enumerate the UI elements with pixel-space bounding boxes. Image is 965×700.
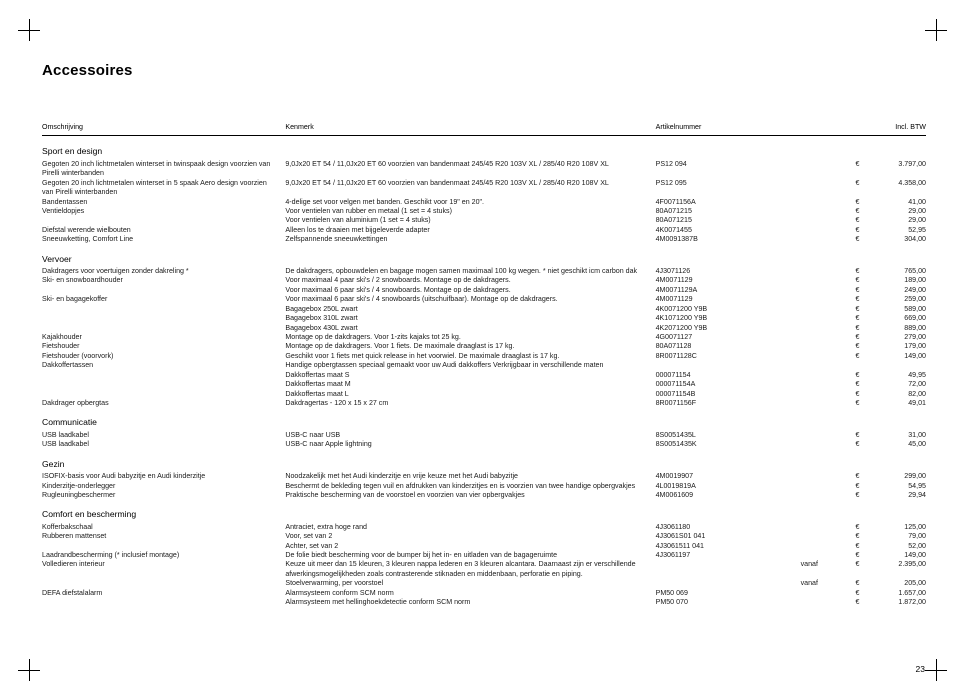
cell-price: 2.395,00	[898, 560, 926, 569]
cell-vanaf	[785, 589, 822, 598]
cell-artikelnummer: 4J3061180	[655, 522, 691, 531]
cell-vanaf	[785, 399, 822, 408]
table-row	[42, 390, 926, 399]
table-row	[42, 551, 926, 560]
cell-currency: €	[855, 532, 860, 541]
cell-artikelnummer: PS12 095	[655, 178, 687, 187]
table-row	[42, 333, 926, 342]
cell-artikelnummer: 8R0071156F	[655, 398, 697, 407]
cell-artikelnummer	[656, 560, 785, 579]
cell-description	[42, 542, 285, 551]
cell-kenmerk: Voor, set van 2	[285, 532, 333, 541]
cell-description: USB laadkabel	[42, 440, 89, 449]
section-heading: Sport en design	[42, 146, 103, 157]
cell-price: 279,00	[904, 333, 926, 342]
cell-price: 31,00	[908, 430, 926, 439]
cell-currency: €	[855, 216, 860, 225]
section-heading: Comfort en bescherming	[42, 509, 137, 520]
cell-kenmerk: Antraciet, extra hoge rand	[285, 522, 367, 531]
cell-currency: €	[855, 598, 860, 607]
cell-kenmerk: 4-delige set voor velgen met banden. Geschikt voor 19" en 20".	[285, 197, 485, 206]
section-heading: Gezin	[42, 458, 65, 469]
cell-currency: €	[855, 588, 860, 597]
cell-description: Gegoten 20 inch lichtmetalen winterset in twinspaak design voorzien van Pirelli winterbanden	[42, 159, 271, 178]
table-row	[42, 226, 926, 235]
cell-artikelnummer: 4K1071200 Y9B	[655, 314, 708, 323]
cell-price: 259,00	[904, 295, 926, 304]
cell-vanaf	[785, 472, 822, 481]
cell-price: 52,00	[908, 541, 926, 550]
cell-kenmerk: USB-C naar Apple lightning	[285, 440, 372, 449]
page-title: Accessoires	[42, 62, 133, 79]
table-row	[42, 267, 926, 276]
crop-mark	[29, 659, 30, 681]
table-row	[42, 361, 926, 370]
cell-description: Diefstal werende wielbouten	[42, 225, 131, 234]
cell-vanaf	[785, 286, 822, 295]
cell-currency: €	[855, 304, 860, 313]
cell-vanaf	[785, 305, 822, 314]
table-header	[42, 123, 926, 136]
cell-currency: €	[855, 159, 860, 168]
crop-mark	[936, 19, 937, 41]
cell-price: 4.358,00	[898, 178, 926, 187]
cell-description: Ventieldopjes	[42, 206, 85, 215]
cell-vanaf	[785, 226, 822, 235]
cell-description: Dakkoffertassen	[42, 361, 94, 370]
section-heading: Communicatie	[42, 417, 97, 428]
cell-price: 589,00	[904, 304, 926, 313]
cell-kenmerk: USB-C naar USB	[285, 430, 341, 439]
cell-currency: €	[855, 398, 860, 407]
cell-currency: €	[855, 380, 860, 389]
cell-vanaf	[785, 314, 822, 323]
cell-kenmerk: 9,0Jx20 ET 54 / 11,0Jx20 ET 60 voorzien van bandenmaat 245/45 R20 103V XL / 285/40 R20 108V XL	[285, 178, 609, 187]
cell-kenmerk: 9,0Jx20 ET 54 / 11,0Jx20 ET 60 voorzien van bandenmaat 245/45 R20 103V XL / 285/40 R20 108V XL	[285, 159, 609, 168]
cell-description: Dakdrager opbergtas	[42, 398, 109, 407]
cell-price: 149,00	[904, 351, 926, 360]
section-heading-row	[42, 142, 926, 159]
cell-price: 125,00	[904, 522, 926, 531]
cell-price: 1.657,00	[898, 588, 926, 597]
table-row	[42, 491, 926, 500]
cell-price: 249,00	[904, 285, 926, 294]
cell-currency: €	[855, 389, 860, 398]
cell-description	[42, 286, 285, 295]
cell-vanaf	[785, 482, 822, 491]
cell-currency: €	[855, 472, 860, 481]
page-number: 23	[915, 664, 925, 674]
accessories-price-table	[42, 123, 926, 608]
table-body	[42, 136, 926, 608]
column-header-artikelnummer: Artikelnummer	[656, 123, 785, 136]
cell-kenmerk: De folie biedt bescherming voor de bumper bij het in- en uitladen van de bagageruimte	[285, 551, 558, 560]
cell-price: 49,01	[908, 398, 926, 407]
cell-kenmerk: Montage op de dakdragers. Voor 1 fiets. De maximale draaglast is 17 kg.	[285, 342, 515, 351]
table-row	[42, 560, 926, 579]
cell-currency: €	[855, 541, 860, 550]
cell-vanaf	[785, 235, 822, 244]
cell-currency: €	[855, 276, 860, 285]
cell-price: 52,95	[908, 225, 926, 234]
table-row	[42, 352, 926, 361]
table-row	[42, 589, 926, 598]
table-row	[42, 216, 926, 225]
cell-price: 1.872,00	[898, 598, 926, 607]
table-row	[42, 399, 926, 408]
cell-currency: €	[855, 206, 860, 215]
cell-currency: €	[855, 342, 860, 351]
cell-vanaf	[785, 216, 822, 225]
cell-kenmerk: Bagagebox 310L zwart	[285, 314, 358, 323]
cell-kenmerk: Voor ventielen van aluminium (1 set = 4 stuks)	[285, 216, 431, 225]
cell-artikelnummer: PS12 094	[655, 159, 687, 168]
cell-artikelnummer: 4F0071156A	[655, 197, 696, 206]
cell-kenmerk: Zelfspannende sneeuwkettingen	[285, 235, 388, 244]
cell-artikelnummer: 4J3061197	[655, 551, 691, 560]
crop-mark	[936, 659, 937, 681]
cell-description: Sneeuwketting, Comfort Line	[42, 235, 134, 244]
cell-description: Fietshouder	[42, 342, 80, 351]
cell-artikelnummer: 4K0071200 Y9B	[655, 304, 708, 313]
cell-artikelnummer: 4M0071129A	[655, 285, 698, 294]
cell-vanaf	[785, 371, 822, 380]
cell-kenmerk: Alarmsysteem conform SCM norm	[285, 588, 394, 597]
cell-kenmerk: Dakkoffertas maat M	[285, 380, 351, 389]
cell-vanaf	[785, 523, 822, 532]
table-row	[42, 235, 926, 244]
cell-kenmerk: Montage op de dakdragers. Voor 1-zits kajaks tot 25 kg.	[285, 333, 461, 342]
cell-currency: €	[855, 551, 860, 560]
cell-vanaf	[785, 267, 822, 276]
cell-description: Kinderzitje-onderlegger	[42, 481, 116, 490]
cell-artikelnummer: 4M0091387B	[655, 235, 698, 244]
cell-description: DEFA diefstalalarm	[42, 588, 103, 597]
cell-currency: €	[855, 430, 860, 439]
column-header-price: Incl. BTW	[859, 123, 926, 136]
cell-description	[42, 579, 285, 588]
cell-kenmerk: Geschikt voor 1 fiets met quick release in het voorwiel. De maximale draaglast is 17 kg.	[285, 351, 560, 360]
cell-description: Rubberen mattenset	[42, 532, 107, 541]
cell-kenmerk: Bagagebox 250L zwart	[285, 304, 358, 313]
cell-artikelnummer: PM50 070	[655, 598, 688, 607]
section-heading-row	[42, 413, 926, 430]
cell-currency: €	[855, 178, 860, 187]
cell-price: 189,00	[904, 276, 926, 285]
crop-mark	[29, 19, 30, 41]
cell-artikelnummer: 4J3071126	[655, 267, 691, 276]
column-header-currency	[785, 123, 822, 136]
cell-currency: €	[855, 314, 860, 323]
cell-price: 29,00	[908, 206, 926, 215]
cell-currency: €	[855, 522, 860, 531]
cell-vanaf	[785, 431, 822, 440]
cell-price	[859, 361, 926, 370]
cell-kenmerk: Dakdragertas - 120 x 15 x 27 cm	[285, 398, 389, 407]
table-row	[42, 431, 926, 440]
cell-kenmerk: Alleen los te draaien met bijgeleverde adapter	[285, 225, 430, 234]
table-row	[42, 598, 926, 607]
cell-price: 79,00	[908, 532, 926, 541]
table-row	[42, 523, 926, 532]
cell-vanaf	[785, 207, 822, 216]
table-row	[42, 305, 926, 314]
cell-kenmerk: Voor maximaal 6 paar ski's / 4 snowboards. Montage op de dakdragers.	[285, 285, 511, 294]
cell-currency: €	[855, 235, 860, 244]
cell-artikelnummer: 8S0051435K	[655, 440, 697, 449]
cell-kenmerk: Dakkoffertas maat L	[285, 389, 349, 398]
cell-kenmerk: De dakdragers, opbouwdelen en bagage mogen samen maximaal 100 kg wegen. * niet geschikt icm carbon dak	[285, 267, 638, 276]
cell-description	[42, 305, 285, 314]
table-row	[42, 276, 926, 285]
cell-description: Laadrandbescherming (* inclusief montage)	[42, 551, 180, 560]
cell-kenmerk: Voor maximaal 6 paar ski's / 4 snowboards (uitschuifbaar). Montage op de dakdragers.	[285, 295, 558, 304]
cell-vanaf	[785, 440, 822, 449]
cell-vanaf	[785, 598, 822, 607]
table-row	[42, 324, 926, 333]
cell-description	[42, 314, 285, 323]
column-header-kenmerk: Kenmerk	[285, 123, 655, 136]
cell-currency: €	[855, 267, 860, 276]
cell-vanaf	[785, 179, 822, 198]
cell-artikelnummer: 4L0019819A	[655, 481, 696, 490]
cell-currency: €	[855, 295, 860, 304]
cell-price: 3.797,00	[898, 159, 926, 168]
cell-artikelnummer: 8S0051435L	[655, 430, 696, 439]
cell-currency: €	[855, 490, 860, 499]
cell-artikelnummer: 4M0061609	[655, 490, 694, 499]
cell-description	[42, 216, 285, 225]
cell-description: Volledieren interieur	[42, 560, 105, 569]
cell-artikelnummer	[656, 361, 785, 370]
cell-description: Rugleuningbeschermer	[42, 490, 116, 499]
cell-description: Ski- en snowboardhouder	[42, 276, 123, 285]
cell-description: Kofferbakschaal	[42, 522, 93, 531]
cell-description	[42, 371, 285, 380]
cell-vanaf: vanaf	[800, 560, 818, 569]
cell-artikelnummer: 000071154B	[655, 389, 696, 398]
table-row	[42, 179, 926, 198]
table-row	[42, 286, 926, 295]
cell-kenmerk: Alarmsysteem met hellinghoekdetectie conform SCM norm	[285, 598, 471, 607]
cell-price: 29,94	[908, 490, 926, 499]
cell-price: 205,00	[904, 579, 926, 588]
cell-kenmerk: Handige opbergtassen speciaal gemaakt voor uw Audi dakkoffers Verkrijgbaar in verschillende maten	[285, 361, 604, 370]
cell-vanaf	[785, 198, 822, 207]
cell-kenmerk: Voor ventielen van rubber en metaal (1 set = 4 stuks)	[285, 206, 452, 215]
table-row	[42, 482, 926, 491]
cell-description	[42, 324, 285, 333]
cell-price: 29,00	[908, 216, 926, 225]
cell-vanaf	[785, 324, 822, 333]
cell-vanaf: vanaf	[800, 579, 818, 588]
cell-currency: €	[855, 351, 860, 360]
cell-price: 299,00	[904, 472, 926, 481]
table-row	[42, 380, 926, 389]
cell-kenmerk: Bagagebox 430L zwart	[285, 323, 358, 332]
cell-kenmerk: Beschermt de bekleding tegen vuil en afdrukken van kinderzitjes en is voorzien van twee handige opbergvakjes	[285, 481, 636, 490]
cell-currency: €	[855, 370, 860, 379]
cell-kenmerk: Praktische bescherming van de voorstoel en voorzien van vier opbergvakjes	[285, 490, 525, 499]
section-heading-row	[42, 250, 926, 267]
cell-description: Gegoten 20 inch lichtmetalen winterset in 5 spaak Aero design voorzien van Pirelli winterbanden	[42, 178, 267, 197]
cell-kenmerk: Noodzakelijk met het Audi kinderzitje en vrije keuze met het Audi babyzitje	[285, 472, 519, 481]
cell-description: Ski- en bagagekoffer	[42, 295, 108, 304]
cell-description	[42, 380, 285, 389]
cell-price: 179,00	[904, 342, 926, 351]
cell-artikelnummer: 4K2071200 Y9B	[655, 323, 708, 332]
cell-price: 669,00	[904, 314, 926, 323]
table-row	[42, 440, 926, 449]
cell-description: Kajakhouder	[42, 333, 82, 342]
table-row	[42, 342, 926, 351]
cell-artikelnummer: 80A071215	[655, 206, 692, 215]
section-heading-row	[42, 505, 926, 522]
table-row	[42, 472, 926, 481]
cell-currency: €	[855, 285, 860, 294]
cell-description: Fietshouder (voorvork)	[42, 351, 114, 360]
table-row	[42, 207, 926, 216]
cell-price: 41,00	[908, 197, 926, 206]
cell-kenmerk: Stoelverwarming, per voorstoel	[285, 579, 384, 588]
cell-artikelnummer: 4J3061S01 041	[655, 532, 706, 541]
cell-kenmerk: Achter, set van 2	[285, 541, 339, 550]
cell-artikelnummer: 4K0071455	[655, 225, 692, 234]
table-row	[42, 160, 926, 179]
cell-artikelnummer	[656, 579, 785, 588]
cell-vanaf	[785, 295, 822, 304]
cell-currency: €	[855, 440, 860, 449]
cell-currency: €	[855, 323, 860, 332]
cell-vanaf	[785, 542, 822, 551]
cell-currency: €	[855, 560, 860, 569]
table-row	[42, 295, 926, 304]
table-row	[42, 314, 926, 323]
section-heading: Vervoer	[42, 253, 72, 264]
cell-price: 54,95	[908, 481, 926, 490]
cell-artikelnummer: 80A071128	[655, 342, 692, 351]
cell-description: USB laadkabel	[42, 430, 89, 439]
cell-artikelnummer: 4J3061511 041	[655, 541, 704, 550]
cell-vanaf	[785, 333, 822, 342]
cell-kenmerk: Voor maximaal 4 paar ski's / 2 snowboards. Montage op de dakdragers.	[285, 276, 511, 285]
cell-vanaf	[785, 491, 822, 500]
cell-description: Dakdragers voor voertuigen zonder dakreling *	[42, 267, 189, 276]
column-header-vanaf	[822, 123, 859, 136]
column-header-description: Omschrijving	[42, 123, 285, 136]
section-heading-row	[42, 455, 926, 472]
cell-kenmerk: Keuze uit meer dan 15 kleuren, 3 kleuren nappa lederen en 3 kleuren alcantara. Daarnaast zijn er verschillende afwerkingsmogelijkheden zoals contrasterende stiknaden en middenbaan, perforatie en piping.	[285, 560, 636, 578]
cell-artikelnummer: 4M0019907	[655, 472, 694, 481]
cell-description	[42, 598, 285, 607]
cell-artikelnummer: 000071154A	[655, 380, 696, 389]
cell-artikelnummer: 4M0071129	[655, 276, 693, 285]
cell-price: 72,00	[908, 380, 926, 389]
cell-artikelnummer: 4G0071127	[655, 333, 693, 342]
cell-currency: €	[855, 579, 860, 588]
cell-artikelnummer: 000071154	[655, 370, 691, 379]
cell-vanaf	[785, 390, 822, 399]
table-row	[42, 198, 926, 207]
cell-vanaf	[785, 380, 822, 389]
cell-currency: €	[855, 225, 860, 234]
cell-vanaf	[785, 361, 822, 370]
cell-description	[42, 390, 285, 399]
cell-price: 45,00	[908, 440, 926, 449]
cell-currency	[822, 361, 859, 370]
cell-artikelnummer: 4M0071129	[655, 295, 693, 304]
cell-currency: €	[855, 481, 860, 490]
cell-currency: €	[855, 333, 860, 342]
cell-vanaf	[785, 532, 822, 541]
cell-vanaf	[785, 276, 822, 285]
cell-artikelnummer: 80A071215	[655, 216, 692, 225]
cell-price: 765,00	[904, 267, 926, 276]
table-row	[42, 579, 926, 588]
cell-price: 304,00	[904, 235, 926, 244]
cell-vanaf	[785, 342, 822, 351]
cell-vanaf	[785, 551, 822, 560]
cell-artikelnummer: PM50 069	[655, 588, 688, 597]
table-row	[42, 371, 926, 380]
cell-kenmerk: Dakkoffertas maat S	[285, 370, 350, 379]
cell-price: 82,00	[908, 389, 926, 398]
table-row	[42, 532, 926, 541]
cell-price: 49,95	[908, 370, 926, 379]
cell-currency: €	[855, 197, 860, 206]
cell-description: Bandentassen	[42, 197, 88, 206]
cell-vanaf	[785, 160, 822, 179]
table-row	[42, 542, 926, 551]
cell-price: 149,00	[904, 551, 926, 560]
cell-description: ISOFIX-basis voor Audi babyzitje en Audi kinderzitje	[42, 472, 206, 481]
cell-vanaf	[785, 352, 822, 361]
cell-price: 889,00	[904, 323, 926, 332]
cell-artikelnummer: 8R0071128C	[655, 351, 697, 360]
